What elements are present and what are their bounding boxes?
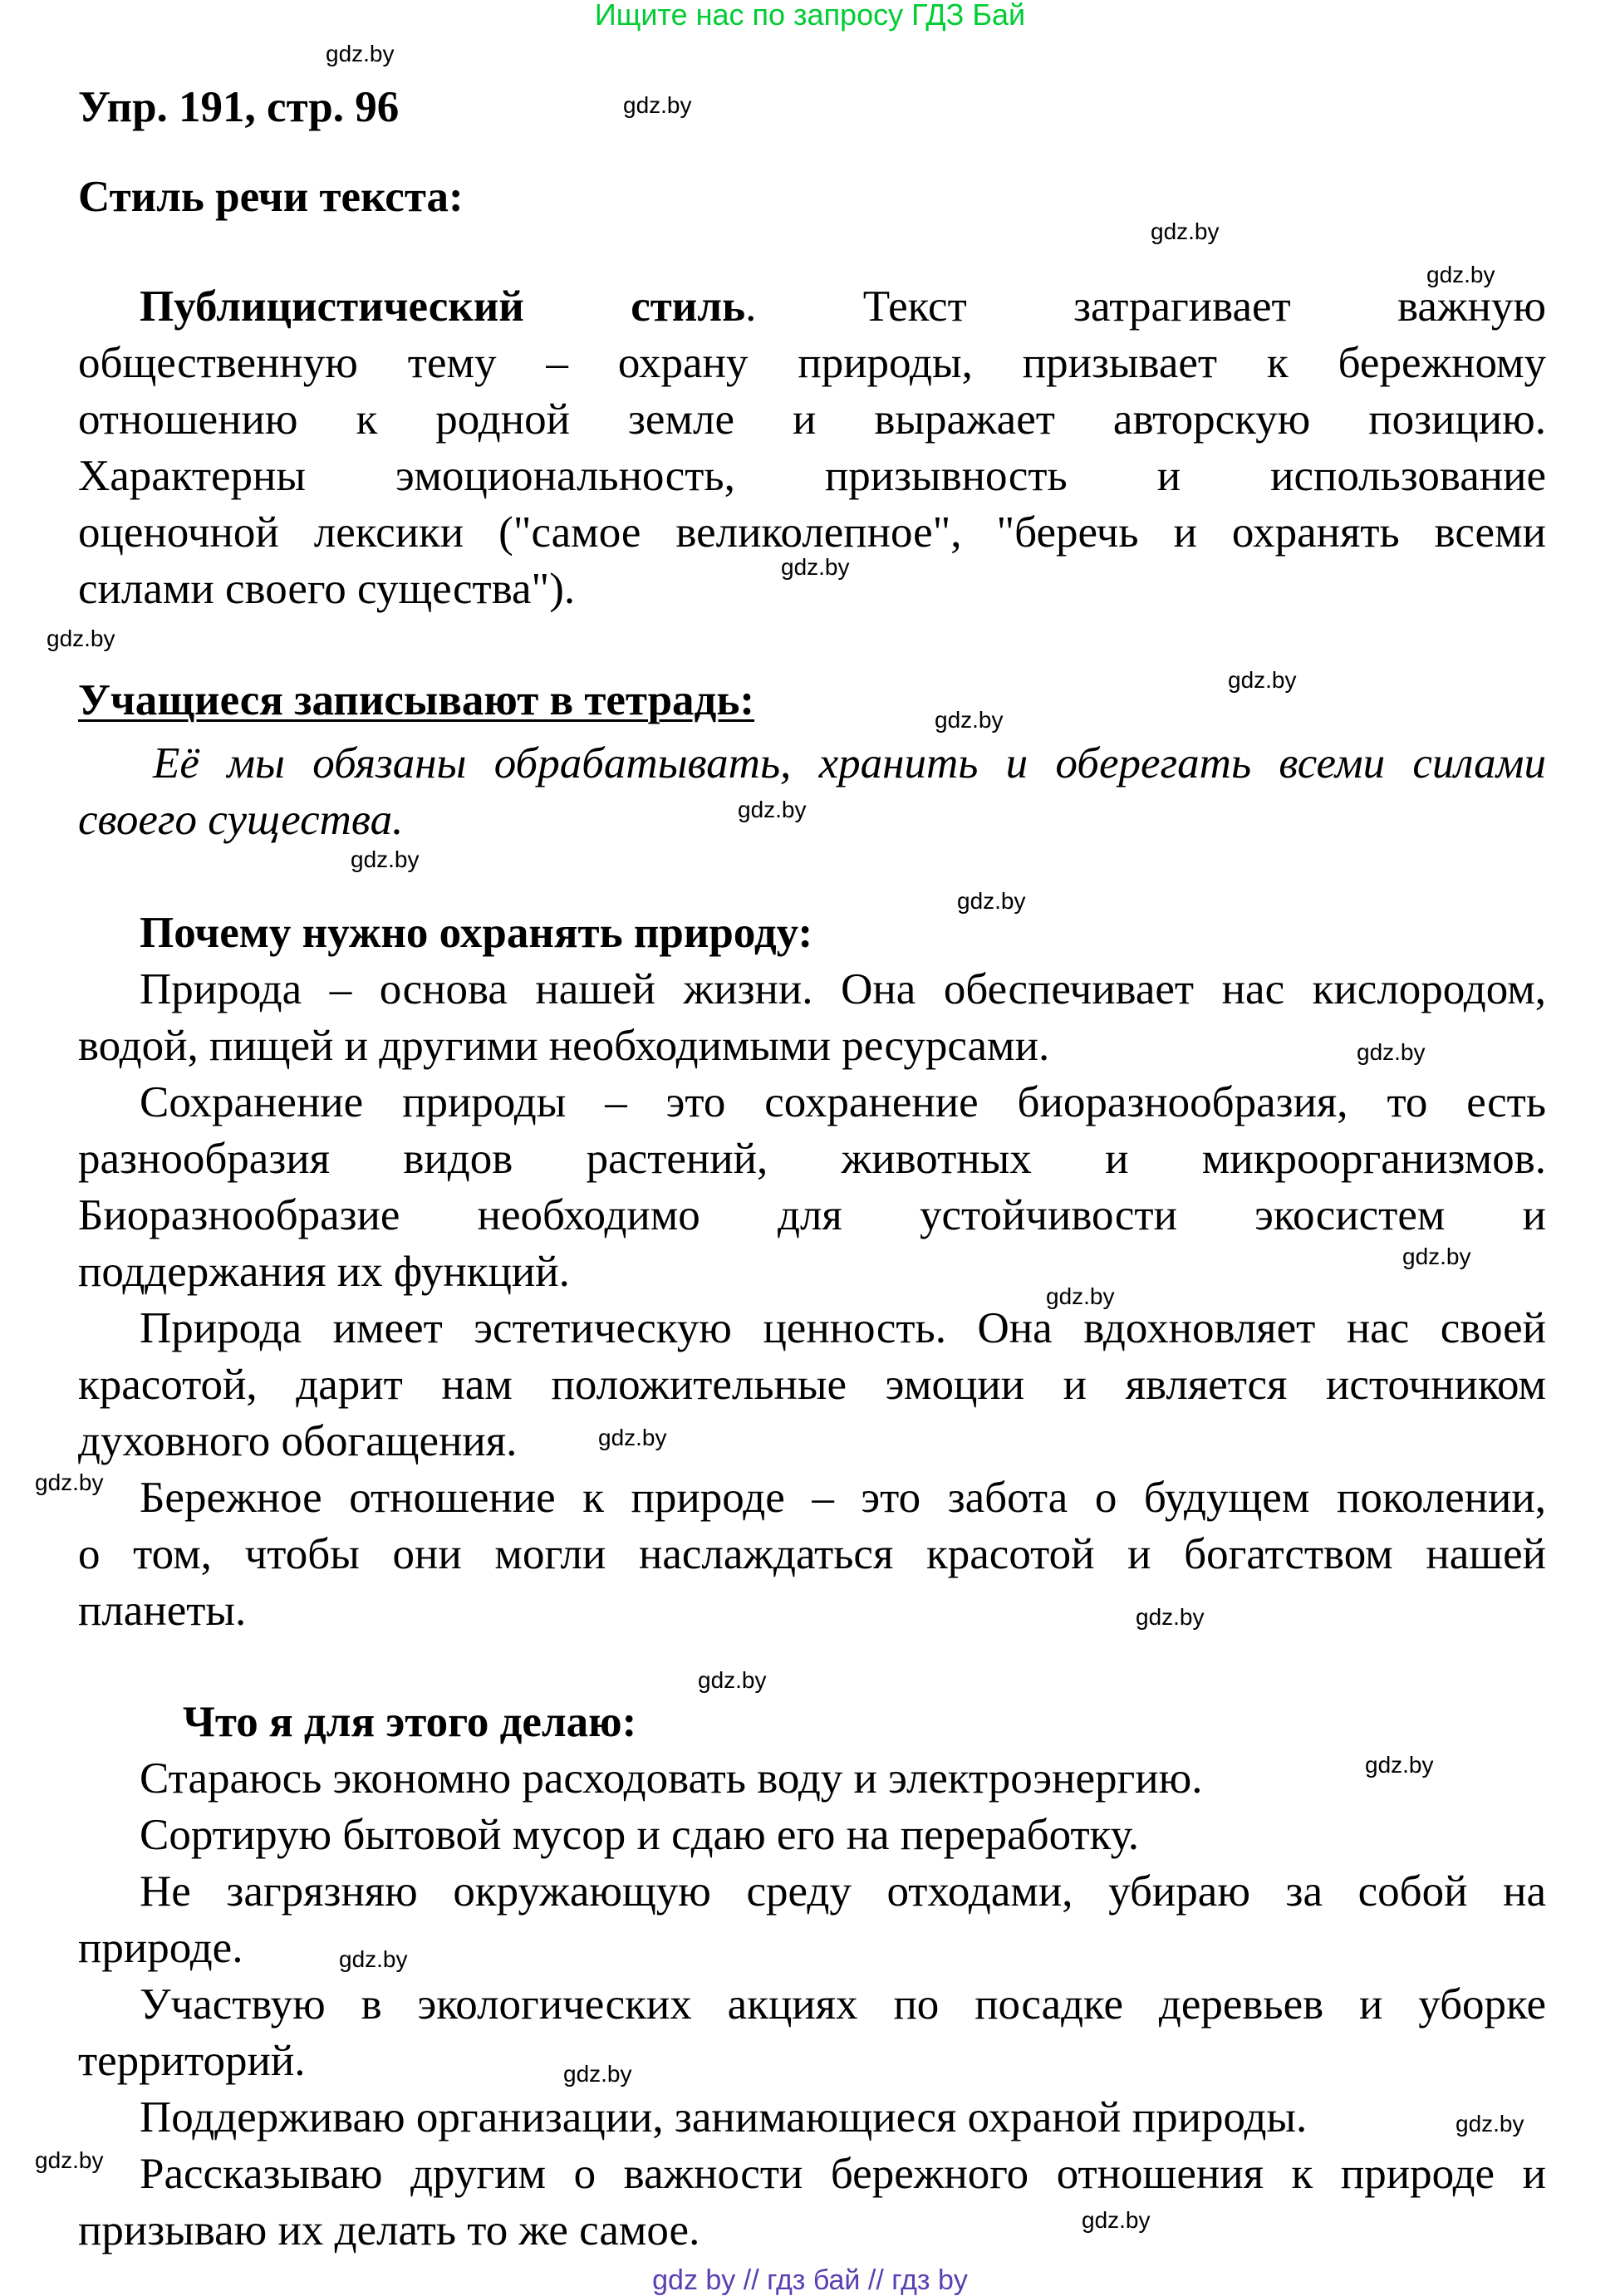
watermark: gdz.by (598, 1425, 667, 1450)
watermark: gdz.by (35, 1469, 104, 1495)
why-line: о том, чтобы они могли наслаждаться красотой и богатством нашей (78, 1530, 1546, 1578)
watermark: gdz.by (1357, 1039, 1426, 1065)
action-item: территорий. (78, 2037, 306, 2085)
notebook-quote-line: Её мы обязаны обрабатывать, хранить и оберегать всеми силами (153, 739, 1546, 787)
style-heading: Стиль речи текста: (78, 173, 464, 221)
watermark: gdz.by (1228, 667, 1297, 693)
style-paragraph-line: Характерны эмоциональность, призывность и использование (78, 452, 1546, 500)
top-banner[interactable]: Ищите нас по запросу ГДЗ Бай (594, 0, 1026, 32)
watermark: gdz.by (339, 1946, 408, 1972)
style-paragraph-line: отношению к родной земле и выражает авторскую позицию. (78, 395, 1546, 444)
why-line: Сохранение природы – это сохранение биоразнообразия, то есть (140, 1078, 1546, 1126)
watermark: gdz.by (957, 888, 1026, 914)
action-item: Рассказываю другим о важности бережного отношения к природе и (140, 2150, 1546, 2198)
why-line: водой, пищей и другими необходимыми ресурсами. (78, 1022, 1050, 1070)
why-line: Биоразнообразие необходимо для устойчивости экосистем и (78, 1191, 1546, 1239)
action-item: Сортирую бытовой мусор и сдаю его на переработку. (140, 1811, 1140, 1859)
watermark: gdz.by (935, 707, 1004, 733)
style-paragraph-line: оценочной лексики ("самое великолепное", "беречь и охранять всеми (78, 508, 1546, 557)
watermark: gdz.by (1046, 1283, 1115, 1309)
style-paragraph-line (140, 281, 1546, 332)
watermark: gdz.by (1082, 2207, 1151, 2233)
why-line: планеты. (78, 1587, 247, 1635)
watermark: gdz.by (738, 797, 807, 822)
why-line: Природа – основа нашей жизни. Она обеспечивает нас кислородом, (140, 965, 1546, 1013)
watermark: gdz.by (47, 626, 115, 651)
watermark: gdz.by (1426, 262, 1495, 287)
watermark: gdz.by (35, 2147, 104, 2173)
watermark: gdz.by (781, 554, 850, 580)
why-heading: Почему нужно охранять природу: (140, 909, 813, 957)
style-paragraph-line: общественную тему – охрану природы, призывает к бережному (78, 339, 1546, 387)
watermark: gdz.by (1136, 1604, 1205, 1630)
action-item: Не загрязняю окружающую среду отходами, убираю за собой на (140, 1867, 1546, 1916)
watermark: gdz.by (1365, 1752, 1434, 1778)
style-term: Публицистический стиль (140, 282, 746, 331)
watermark: gdz.by (623, 92, 692, 118)
why-line: разнообразия видов растений, животных и микроорганизмов. (78, 1135, 1546, 1183)
watermark: gdz.by (1402, 1244, 1471, 1269)
action-item: Участвую в экологических акциях по посадке деревьев и уборке (140, 1980, 1546, 2029)
why-line: Природа имеет эстетическую ценность. Она вдохновляет нас своей (140, 1304, 1546, 1352)
footer-watermark[interactable]: gdz by // гдз бай // гдз by (652, 2264, 968, 2296)
exercise-title: Упр. 191, стр. 96 (78, 83, 400, 131)
actions-heading: Что я для этого делаю: (183, 1698, 637, 1746)
style-paragraph-line: силами своего существа"). (78, 565, 576, 613)
notebook-quote-line: своего существа. (78, 796, 404, 844)
why-line: Бережное отношение к природе – это забота о будущем поколении, (140, 1474, 1546, 1522)
style-paragraph-text: . Текст затрагивает важную (745, 282, 1546, 331)
watermark: gdz.by (563, 2061, 632, 2087)
watermark: gdz.by (326, 41, 395, 66)
action-item: призываю их делать то же самое. (78, 2206, 700, 2254)
notebook-heading: Учащиеся записывают в тетрадь: (78, 676, 755, 724)
action-item: природе. (78, 1924, 243, 1972)
action-item: Стараюсь экономно расходовать воду и электроэнергию. (140, 1754, 1203, 1803)
action-item: Поддерживаю организации, занимающиеся охраной природы. (140, 2093, 1308, 2141)
watermark: gdz.by (1456, 2111, 1524, 2137)
watermark: gdz.by (1151, 218, 1220, 244)
watermark: gdz.by (351, 846, 420, 872)
why-line: духовного обогащения. (78, 1417, 518, 1465)
why-line: поддержания их функций. (78, 1248, 570, 1296)
why-line: красотой, дарит нам положительные эмоции и является источником (78, 1361, 1546, 1409)
watermark: gdz.by (698, 1667, 767, 1693)
